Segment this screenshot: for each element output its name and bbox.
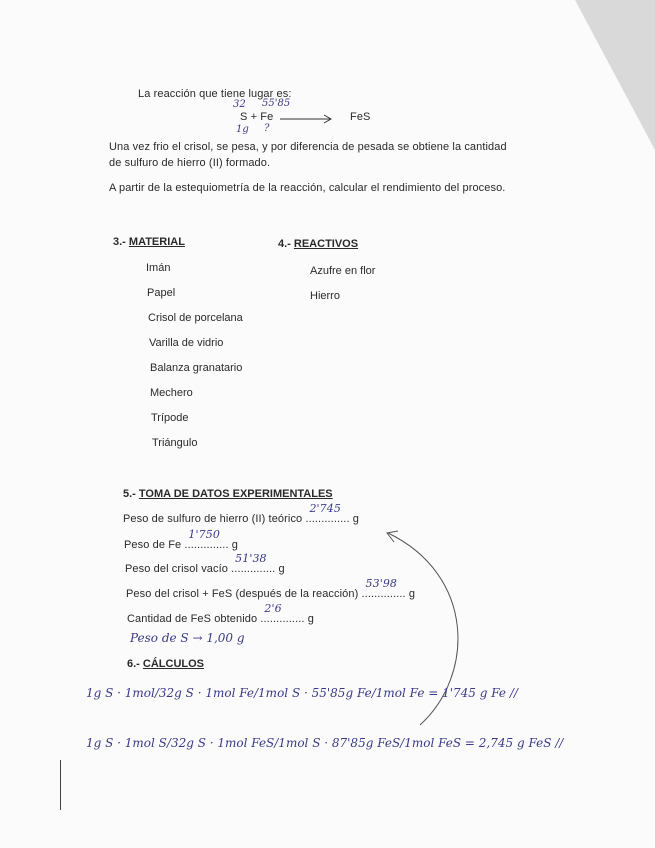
datos-row-label: Peso del crisol vacío [125, 563, 228, 575]
datos-title: TOMA DE DATOS EXPERIMENTALES [138, 488, 333, 500]
material-item: Triángulo [152, 437, 198, 449]
datos-number: 5.- [123, 488, 136, 500]
datos-row-unit: g [408, 588, 416, 600]
reaction-product: FeS [350, 111, 371, 123]
reaction-arrow-icon [280, 114, 335, 124]
reactivos-title: REACTIVOS [293, 238, 359, 250]
scan-edge-mark [60, 760, 61, 810]
reactivo-item: Azufre en flor [310, 265, 376, 277]
reactivo-item: Hierro [310, 290, 340, 302]
datos-row [123, 502, 359, 525]
calculos-heading [127, 658, 204, 670]
calculos-number: 6.- [127, 658, 140, 670]
datos-row-label: Peso de sulfuro de hierro (II) teórico [123, 513, 303, 525]
paragraph-1-line-2: de sulfuro de hierro (II) formado. [109, 157, 271, 169]
reactivos-number: 4.- [278, 238, 291, 250]
paragraph-2: A partir de la estequiometría de la reacción, calcular el rendimiento del proceso. [109, 182, 506, 194]
material-heading [113, 236, 185, 248]
datos-row-unit: g [231, 539, 238, 551]
datos-row-value: 51'38 [235, 552, 267, 565]
hw-calc-line-2: 1g S · 1mol S/32g S · 1mol FeS/1mol S · 87'85g FeS/1mol FeS = 2,745 g FeS // [86, 736, 564, 750]
material-item: Crisol de porcelana [148, 312, 243, 324]
datos-row-dots: .............. 51'38 [231, 552, 276, 575]
datos-heading [123, 488, 333, 500]
reactivos-heading [278, 238, 358, 250]
paragraph-1-line-1: Una vez frio el crisol, se pesa, y por diferencia de pesada se obtiene la cantidad [109, 141, 507, 153]
material-item: Imán [146, 262, 171, 274]
hw-s-grams: 1g [236, 124, 249, 135]
material-item: Papel [147, 287, 176, 299]
datos-row-dots: .............. 53'98 [361, 577, 406, 600]
reaction-reactants: S + Fe [240, 111, 274, 123]
reaction-label: La reacción que tiene lugar es: [138, 88, 292, 100]
datos-row-dots: .............. 2'6 [260, 602, 305, 625]
datos-row-value: 2'745 [309, 502, 341, 515]
hw-fe-mass: 55'85 [262, 98, 291, 109]
hw-s-mass: 32 [233, 99, 246, 110]
material-item: Balanza granatario [150, 362, 243, 374]
datos-row [125, 552, 285, 575]
datos-row-dots: .............. 1'750 [184, 528, 229, 551]
hw-curved-arrow-icon [380, 525, 480, 735]
datos-row-unit: g [278, 563, 285, 575]
datos-row-value: 1'750 [188, 528, 220, 541]
material-item: Varilla de vidrio [149, 337, 224, 349]
hw-calc-line-1: 1g S · 1mol/32g S · 1mol Fe/1mol S · 55'85g Fe/1mol Fe = 1'745 g Fe // [86, 686, 518, 700]
datos-row-label: Peso del crisol + FeS (después de la reacción) [126, 588, 359, 600]
material-item: Mechero [150, 387, 193, 399]
material-number: 3.- [113, 236, 126, 248]
hw-fe-unknown: ? [264, 123, 270, 134]
page-corner-shadow [575, 0, 655, 150]
datos-row-dots: .............. 2'745 [305, 502, 350, 525]
material-item: Trípode [151, 412, 189, 424]
calculos-title: CÁLCULOS [142, 658, 205, 670]
hw-peso-s-note: Peso de S → 1,00 g [130, 631, 245, 645]
datos-row [127, 602, 314, 625]
datos-row-label: Cantidad de FeS obtenido [127, 613, 258, 625]
datos-row-value: 2'6 [264, 602, 282, 615]
datos-row [126, 577, 416, 600]
datos-row [124, 528, 238, 551]
datos-row-unit: g [352, 513, 359, 525]
datos-row-value: 53'98 [365, 577, 398, 590]
datos-row-label: Peso de Fe [124, 539, 182, 551]
material-title: MATERIAL [128, 236, 185, 248]
datos-row-unit: g [307, 613, 314, 625]
